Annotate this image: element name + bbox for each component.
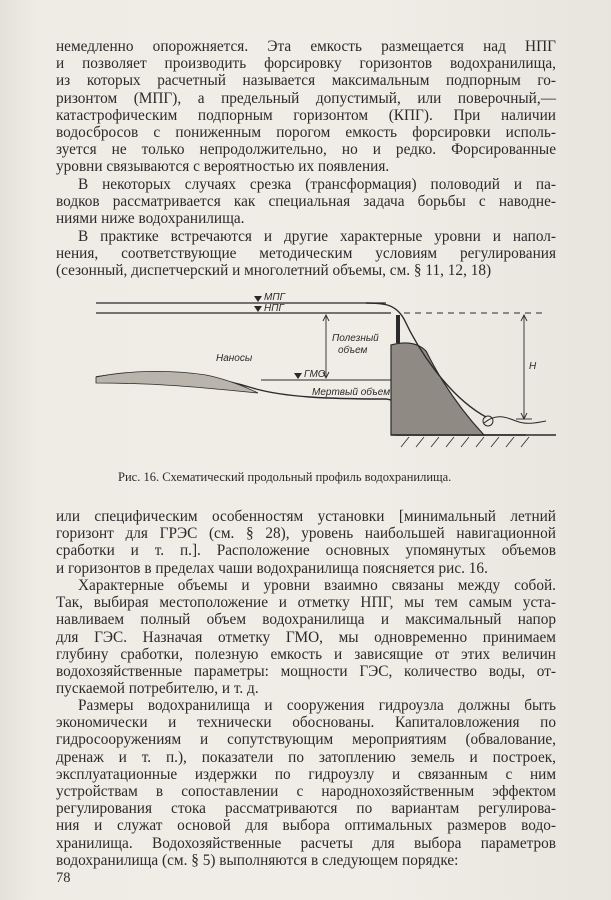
paragraph-4 <box>56 508 556 577</box>
dam-body <box>391 343 484 435</box>
page-number: 78 <box>56 870 71 886</box>
figure-caption: Рис. 16. Схематический продольный профиль водохранилища. <box>118 470 452 484</box>
hydraulic-jump <box>483 416 493 426</box>
label-npg: НПГ <box>264 303 284 314</box>
paragraph-1 <box>56 38 556 176</box>
text-line: пускаемой потребителю, и т. д. <box>56 680 259 698</box>
text-line: и горизонтов в пределах чаши водохранилища поясняется рис. 16. <box>56 559 488 577</box>
foundation-hatch <box>401 437 529 447</box>
text-line: навливаем полный объем водохранилища и максимальный напор <box>56 611 556 629</box>
label-useful-volume-1: Полезный <box>332 333 379 344</box>
text-line: хранилища. Водохозяйственные расчеты для выбора параметров <box>56 834 556 852</box>
text-line: Размеры водохранилища и сооружения гидроузла должны быть <box>78 697 556 714</box>
label-head: H <box>529 361 537 372</box>
text-line: эксплуатационные издержки по гидроузлу и связанным с ним <box>56 765 556 783</box>
label-gmo: ГМО <box>304 369 326 380</box>
text-line: немедленно опорожняется. Эта емкость размещается над НПГ <box>56 38 556 55</box>
label-useful-volume-2: объем <box>338 345 368 356</box>
text-line: водков рассматривается как специальная задача борьбы с наводне- <box>56 193 556 211</box>
text-line: глубину сработки, полезную емкость и зависящие от этих величин <box>56 645 556 663</box>
text-line: нения, соответствующие методическим условиям регулирования <box>56 245 556 263</box>
text-line: ризонтом (МПГ), а предельный допустимый, или поверочный,— <box>56 89 556 107</box>
paragraph-2 <box>56 176 556 228</box>
paragraph-6 <box>56 697 556 869</box>
label-sediments: Наносы <box>216 353 253 364</box>
gmo-marker-icon <box>294 373 302 379</box>
text-line: катастрофическим подпорным горизонтом (КПГ). При наличии <box>56 106 556 124</box>
text-line: из которых расчетный называется максимальным подпорным го- <box>56 72 556 90</box>
text-line: ния и служат основой для выбора оптимальных размеров водо- <box>56 817 556 835</box>
label-dead-volume: Мертвый объем <box>312 387 391 398</box>
text-line: и позволяет производить форсировку горизонтов водохранилища, <box>56 55 556 73</box>
text-line: водосбросов с пониженным порогом емкость форсировки исполь- <box>56 124 556 142</box>
text-line: В некоторых случаях срезка (трансформация) половодий и па- <box>78 176 556 193</box>
text-line: сработки и т. п.]. Расположение основных упомянутых объемов <box>56 542 556 560</box>
text-line: уровни связываются с вероятностью их появления. <box>56 158 390 176</box>
text-line: дренаж и т. п.), показатели по затоплению земель и построек, <box>56 748 556 766</box>
text-line: устройствам в сопоставлении с народнохозяйственным эффектом <box>56 783 556 801</box>
mpg-marker-icon <box>254 296 262 302</box>
text-line: зуется не только непродолжительно, но и редко. Форсированные <box>56 141 556 159</box>
text-line: Так, выбирая местоположение и отметку НПГ, мы тем самым уста- <box>56 594 556 612</box>
text-line: регулирования стока рассматриваются по вариантам регулирова- <box>56 800 556 818</box>
paragraph-5 <box>56 577 556 697</box>
text-line: гидросооружениям и сопутствующим мероприятиям (обвалование, <box>56 731 556 749</box>
npg-marker-icon <box>254 306 262 312</box>
text-line: В практике встречаются и другие характерные уровни и напол- <box>78 228 556 245</box>
text-line: (сезонный, диспетчерский и многолетний объемы, см. § 11, 12, 18) <box>56 262 492 280</box>
text-line: ниями ниже водохранилища. <box>56 210 245 228</box>
gate-pier <box>396 315 400 343</box>
text-line: водохранилища (см. § 5) выполняются в следующем порядке: <box>56 851 459 869</box>
reservoir-profile-figure <box>86 285 556 455</box>
text-line: для ГЭС. Назначая отметку ГМО, мы одновременно принимаем <box>56 628 556 646</box>
text-line: или специфическим особенностям установки [минимальный летний <box>56 508 556 525</box>
text-line: горизонт для ГРЭС (см. § 28), уровень наибольшей навигационной <box>56 525 556 543</box>
text-line: водохозяйственные параметры: мощности ГЭС, количество воды, от- <box>56 663 556 681</box>
paragraph-3 <box>56 228 556 280</box>
text-line: Характерные объемы и уровни взаимно связаны между собой. <box>78 577 556 594</box>
label-mpg: МПГ <box>264 292 286 303</box>
text-line: экономически и технически обоснованы. Капиталовложения по <box>56 714 556 732</box>
